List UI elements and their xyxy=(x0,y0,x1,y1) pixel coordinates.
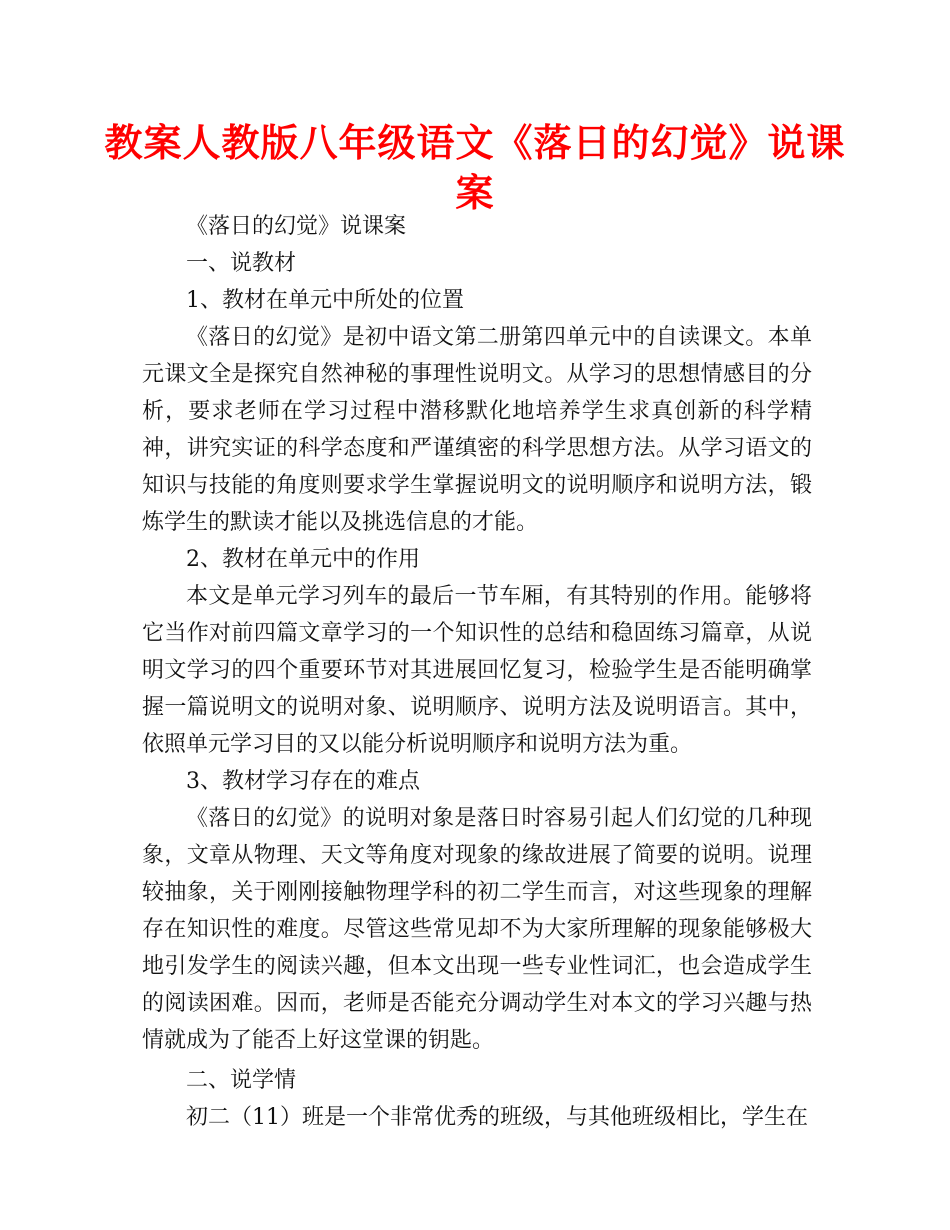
paragraph-subtitle: 《落日的幻觉》说课案 xyxy=(186,214,407,239)
paragraph: 初二（11）班是一个非常优秀的班级，与其他班级相比，学生在 xyxy=(186,1105,808,1130)
subsection-heading: 1、教材在单元中所处的位置 xyxy=(186,288,464,313)
subsection-heading: 2、教材在单元中的作用 xyxy=(186,547,420,572)
paragraph: 《落日的幻觉》的说明对象是落日时容易引起人们幻觉的几种现象，文章从物理、天文等角度对现象的缘故进展了简要的说明。说理较抽象，关于刚刚接触物理学科的初二学生而言，对这些现象的理解存在知识性的难度。尽管这些常见却不为大家所理解的现象能够极大地引发学生的阅读兴趣，但本文出现一些专业性词汇，也会造成学生的阅读困难。因而，老师是否能充分调动学生对本文的学习兴趣与热情就成为了能否上好这堂课的钥匙。 xyxy=(142,806,812,1053)
section-heading: 二、说学情 xyxy=(186,1068,297,1093)
subsection-heading: 3、教材学习存在的难点 xyxy=(186,769,420,794)
section-heading: 一、说教材 xyxy=(186,251,297,276)
paragraph: 《落日的幻觉》是初中语文第二册第四单元中的自读课文。本单元课文全是探究自然神秘的事理性说明文。从学习的思想情感目的分析，要求老师在学习过程中潜移默化地培养学生求真创新的科学精神，讲究实证的科学态度和严谨缜密的科学思想方法。从学习语文的知识与技能的角度则要求学生掌握说明文的说明顺序和说明方法，锻炼学生的默读才能以及挑选信息的才能。 xyxy=(142,325,812,535)
document-body xyxy=(142,208,812,1136)
paragraph: 本文是单元学习列车的最后一节车厢，有其特别的作用。能够将它当作对前四篇文章学习的一个知识性的总结和稳固练习篇章，从说明文学习的四个重要环节对其进展回忆复习，检验学生是否能明确掌握一篇说明文的说明对象、说明顺序、说明方法及说明语言。其中，依照单元学习目的又以能分析说明顺序和说明方法为重。 xyxy=(142,584,812,757)
document-title: 教案人教版八年级语文《落日的幻觉》说课案 xyxy=(104,121,846,215)
